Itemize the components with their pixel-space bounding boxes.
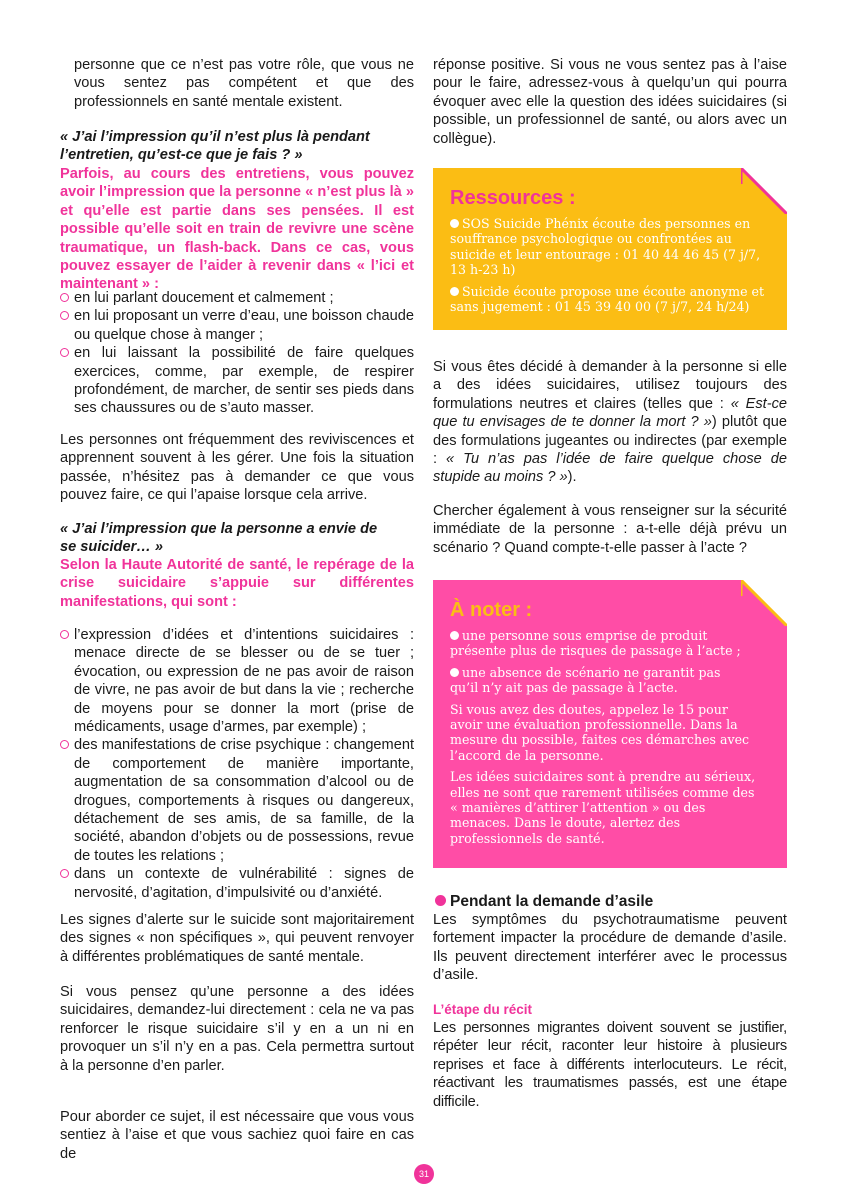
list-item: des manifestations de crise psychique : changement de comportement de manière importante, augmentation de sa consommation d’alcool ou de drogues, comportements à risques ou dangereux, détachement de ses amis, de sa famille, de la société, abandon d’objets ou de possessions, revue de toutes les relations ; xyxy=(60,736,414,865)
a-noter-title: À noter : xyxy=(450,599,533,621)
question-heading-2: « J’ai l’impression que la personne a envie de se suicider… » xyxy=(60,521,378,556)
noter-paragraph: Les idées suicidaires sont à prendre au sérieux, elles ne sont que rarement utilisées comme des « manières d’attirer l’attention » ou des menaces. Dans le doute, alertez des professionnels de santé. xyxy=(450,769,756,846)
manifestations-list xyxy=(60,626,414,902)
help-list xyxy=(60,289,414,418)
circle-bullet-icon xyxy=(60,348,69,357)
ressources-box xyxy=(433,168,787,330)
ressource-item: Suicide écoute propose une écoute anonyme et sans jugement : 01 45 39 40 00 (7 j/7, 24 h/24) xyxy=(450,283,765,315)
folded-corner-icon xyxy=(741,580,787,626)
question-answer-1: Parfois, au cours des entretiens, vous pouvez avoir l’impression que la personne « n’est plus là » et qu’elle est partie dans ses pensées. Il est possible qu’elle soit en train de revivre une scène traumatique, un flash-back. Dans ce cas, vous pouvez essayer de l’aider à revenir dans « l’ici et maintenant » : xyxy=(60,166,414,293)
list-item: en lui proposant un verre d’eau, une boisson chaude ou quelque chose à manger ; xyxy=(60,307,414,344)
question-answer-2: Selon la Haute Autorité de santé, le repérage de la crise suicidaire s’appuie sur différentes manifestations, qui sont : xyxy=(60,557,414,610)
bullet-dot-icon xyxy=(450,668,459,677)
aborder-paragraph: Pour aborder ce sujet, il est nécessaire que vous vous sentiez à l’aise et que vous sachiez quoi faire en cas de xyxy=(60,1109,414,1162)
question-heading-1: « J’ai l’impression qu’il n’est plus là pendant l’entretien, qu’est-ce que je fais ? » xyxy=(60,129,370,164)
list-item: l’expression d’idées et d’intentions suicidaires : menace directe de se blesser ou de se tuer ; évocation, ou expression de ne pas avoir de raison de vivre, ne pas avoir de but dans la vie ; recherche de moyens pour se donner la mort (prise de médicaments, usage d’armes, par exemple) ; xyxy=(60,626,414,736)
noter-item: une personne sous emprise de produit présente plus de risques de passage à l’acte ; xyxy=(450,628,741,659)
bullet-dot-icon xyxy=(450,287,459,296)
formulation-paragraph: Si vous êtes décidé à demander à la personne si elle a des idées suicidaires, utilisez toujours des formulations neutres et claires (telles que : « Est-ce que tu envisages de te donner la mort ? ») plutôt que des formulations jugeantes ou indirectes (par exemple : « Tu n’as pas l’idée de faire quelque chose de stupide au moins ? »). xyxy=(433,359,787,486)
list-item: dans un contexte de vulnérabilité : signes de nervosité, d’agitation, d’impulsivité ou d’anxiété. xyxy=(60,865,414,902)
a-noter-box xyxy=(433,580,787,868)
circle-bullet-icon xyxy=(60,293,69,302)
circle-bullet-icon xyxy=(60,311,69,320)
circle-bullet-icon xyxy=(60,869,69,878)
ressources-title: Ressources : xyxy=(450,187,576,209)
page-number: 31 xyxy=(414,1164,434,1184)
ressource-item: SOS Suicide Phénix écoute des personnes en souffrance psychologique ou confrontées au suicide et leur entourage : 01 40 44 46 45 (7 j/7, 13 h-23 h) xyxy=(450,216,761,278)
bullet-dot-icon xyxy=(450,631,459,640)
intro-paragraph: personne que ce n’est pas votre rôle, que vous ne vous sentez pas compétent et que des professionnels en santé mentale existent. xyxy=(74,57,414,110)
recit-paragraph: Les personnes migrantes doivent souvent se justifier, répéter leur récit, raconter leur histoire à plusieurs reprises et face à différents interlocuteurs. Le récit, réactivant les traumatismes passés, est une étape difficile. xyxy=(433,1020,787,1110)
folded-corner-icon xyxy=(741,168,787,214)
list-item: en lui laissant la possibilité de faire quelques exercices, comme, par exemple, de respirer profondément, de marcher, de sentir ses pieds dans ses chaussures ou de s’auto masser. xyxy=(60,344,414,418)
demandez-paragraph: Si vous pensez qu’une personne a des idées suicidaires, demandez-lui directement : cela ne va pas renforcer le risque suicidaire s’il y en a un ni en provoquer un s’il n’y en a pas. Cela permettra surtout à la personne d’en parler. xyxy=(60,984,414,1074)
list-item: en lui parlant doucement et calmement ; xyxy=(60,289,414,307)
asile-heading: Pendant la demande d’asile xyxy=(435,892,787,911)
noter-paragraph: Si vous avez des doutes, appelez le 15 pour avoir une évaluation professionnelle. Dans la mesure du possible, faites ces démarches avec l’accord de la personne. xyxy=(450,701,750,763)
bullet-dot-icon xyxy=(435,895,446,906)
bullet-dot-icon xyxy=(450,219,459,228)
asile-paragraph: Les symptômes du psychotraumatisme peuvent fortement impacter la procédure de demande d’asile. Ils peuvent directement interférer avec le processus d’asile. xyxy=(433,912,787,984)
recit-heading: L’étape du récit xyxy=(433,1002,533,1017)
continuation-paragraph: réponse positive. Si vous ne vous sentez pas à l’aise pour le faire, adressez-vous à quelqu’un qui pourra évoquer avec elle la question des idées suicidaires (si possible, un professionnel de santé, ou alors avec un collègue). xyxy=(433,57,787,147)
noter-item: une absence de scénario ne garantit pas qu’il n’y ait pas de passage à l’acte. xyxy=(450,664,721,696)
reviviscence-paragraph: Les personnes ont fréquemment des reviviscences et apprennent souvent à les gérer. Une fois la situation passée, n’hésitez pas à demander ce que vous pouvez faire, ce qui l’apaise lorsque cela arrive. xyxy=(60,432,414,504)
circle-bullet-icon xyxy=(60,630,69,639)
securite-paragraph: Chercher également à vous renseigner sur la sécurité immédiate de la personne : a-t-elle déjà prévu un scénario ? Quand compte-t-elle passer à l’acte ? xyxy=(433,503,787,556)
circle-bullet-icon xyxy=(60,740,69,749)
signes-paragraph: Les signes d’alerte sur le suicide sont majoritairement des signes « non spécifiques », qui peuvent renvoyer à différentes problématiques de santé mentale. xyxy=(60,912,414,965)
